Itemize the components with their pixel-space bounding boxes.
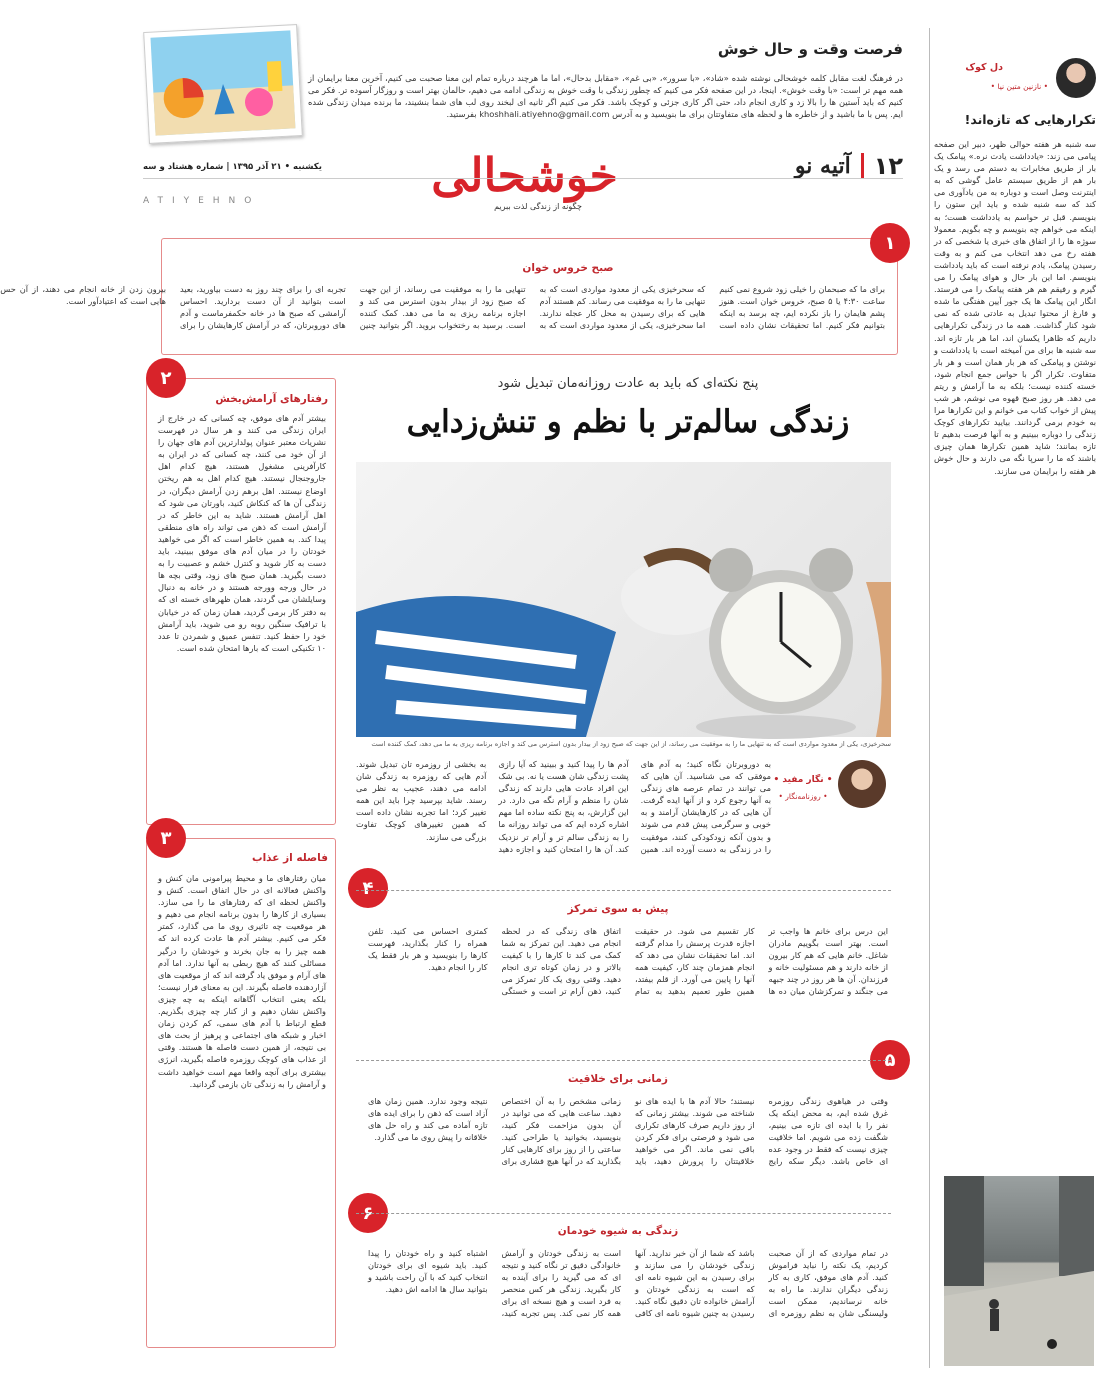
section-2-body: بیشتر آدم های موفق، چه کسانی که در خارج از ایران زندگی می کنند و هر سال در فهرست نشریات معتبر عنوان پولدارترین آدم های جهان را از آن خود می کنند، چه کسانی که در ایران به کارآفرینی مشغول هستند، هیچ کدام اهل جاروجنجال نیستند. هیچ کدام اهل به هم ریختن اوضاع نیستند. اهل برهم زدن آرامش دیگران، در زندگی آن ها که کنکاش کنید، باورتان می شود که اهل آرامش هستند. شاید به این خاطر که در آرامش است که ذهن می تواند راه های منطقی پیدا کند. به همین خاطر است که اگر می خواهید خودتان را در میان آدم های موفق ببینید، باید دست به کار شوید و کنترل خشم و عصبیت را به دست بگیرید. همان صبح های زود، وقتی بچه ها در حال ورجه وورجه هستند و در خانه به دنبال وسایلشان می گردند، همان ظهرهای خسته ای که به دفتر کار برمی گردید، همان زمان که در خیابان با ترافیک سنگین روبه رو می شوید، باید آرامش خود را حفظ کنید. تنفس عمیق و شمردن تا عدد ۱۰ تکنیکی است که بارها امتحان شده است. (158, 413, 326, 653)
column-label: دل کوک (965, 62, 1003, 73)
lead-body-continued (778, 812, 891, 872)
section-1-body: برای ما که صبحمان را خیلی زود شروع نمی کنیم ساعت ۴:۳۰ یا ۵ صبح، خروس خوان است. هنوز پشم هایمان را باز نکرده ایم، چه برسد به اینکه بتوانیم فکر کنیم. اما تحقیقات نشان داده است که سحرخیزی یکی از معدود مواردی است که به تنهایی ما را به موفقیت می رساند. کم هستند آدم هایی که برای رسیدن به محل کار عجله ندارند. اما سحرخیزی، یکی از معدود مواردی است که به تنهایی ما را به موفقیت می رساند، از این جهت که صبح زود از بیدار بدون استرس می کند و اجازه برنامه ریزی به ما می دهد. کمک کننده است. برسید به رختخواب بروید. اگر بتوانید چنین تجربه ای را برای چند روز به دست بیاورید، بعید است بتوانید از آن دست بردارید. احساس آرامشی که صبح ها در خانه حکمفرماست و آدم های دوروبرتان، که در آرامش کارهایشان را برای بیرون زدن از خانه انجام می دهند، از آن حس هایی است که اعتیادآور است. (0, 284, 885, 331)
beach-toys-icon (150, 30, 295, 135)
column-author-photo (1056, 58, 1096, 98)
section-6-number: ۶ (348, 1193, 388, 1233)
masthead-rule (143, 178, 903, 179)
section-5-number: ۵ (870, 1040, 910, 1080)
section-4-body: این درس برای خانم ها واجب تر است. بهتر است بگوییم مادران شاغل. خانم هایی که هم کار بیرون از خانه دارند و هم مسئولیت خانه و فرزندان. آن ها هر روز در چند جبهه می جنگند و تمرکزشان میان ده ها کار تقسیم می شود. در حقیقت اجازه قدرت پرسش را مدام گرفته اند. اما تحقیقات نشان می دهد که انجام همزمان چند کار، کیفیت همه آنها را پایین می آورد. از قلم بیفتد، همین طور تعمیم بدهید به تمام اتفاق های زندگی که در لحظه انجام می دهید. این تمرکز به شما کمک می کند تا کارها را با کیفیت بالاتر و در زمان کوتاه تری انجام دهید. وقتی روی یک کار تمرکز می کنید، ذهن آرام تر است و خستگی کمتری احساس می کنید. تلفن همراه را کنار بگذارید، فهرست کارها را بنویسید و هر بار فقط یک کار را انجام دهید. (368, 926, 888, 997)
intro-body: در فرهنگ لغت مقابل کلمه خوشحالی نوشته شده «شاد»، «با سرور»، «بی غم»، «مقابل بدحال»، اما ما هرچند درباره تمام این معنا صحبت می کنیم، آخرین معنا برایمان از همه مهم تر است: «با وقت خوش». اینجا، در این صفحه فکر می کنیم که چطور زندگی با وقت خوش به زندگی ادامه می دهیم، حالمان بهتر است و روزگار آسوده تر. فکر می کنیم که باید آستین ها را بالا زد و کاری انجام داد، حتی اگر کاری جزئی و کوچک باشد. فکر می کنیم اگر ثانیه ای لبخند روی لب های شما بنشیند، ما برنده میدان زندگی شده ایم. پس با ما باشید و از خاطره ها و لحظه های متفاوتتان برای ما بنویسید و به آدرس khoshhali.atiyehno@gmail.com بفرستید. (308, 73, 903, 120)
section-5-top-rule (356, 1060, 891, 1061)
child-playing-ball-icon (944, 1176, 1094, 1366)
section-4-top-rule (356, 890, 891, 891)
section-5-title: زمانی برای خلاقیت (568, 1073, 668, 1085)
photo-caption: سحرخیزی، یکی از معدود مواردی است که به تنهایی ما را به موفقیت می رساند، از این جهت که صبح زود از بیدار بدون استرس می کند و اجازه برنامه ریزی به ما می دهد، کمک کننده است (371, 740, 891, 748)
masthead-logo (431, 148, 618, 211)
sleeping-man-alarm-icon (356, 462, 891, 737)
section-6-body: در تمام مواردی که از آن صحبت کردیم، یک نکته را نباید فراموش کنید. آدم های موفق، کاری به کار زندگی دیگران ندارند. ما راه به خانه نرساندیم، ممکن است ولیسنگی شان به نظم روزمره ای باشد که شما از آن خبر ندارید. آنها زندگی خودشان را می سازند و برای رسیدن به این شیوه نامه ای که است به زندگی خودتان و آرامش خانواده تان دقیق نگاه کنید. رسیدن به چنین شیوه نامه ای کافی است به زندگی خودتان و آرامش خانوادگی دقیق تر نگاه کنید و نتیجه ای که می گیرید را برای آینده به کار بگیرید. زندگی هر کس منحصر به فرد است و هیچ نسخه ای برای همه کار نمی کند. پس تجربه کنید، اشتباه کنید و راه خودتان را پیدا کنید. باید شیوه ای برای خودتان انتخاب کنید که با آن راحت باشید و بتوانید سال ها ادامه اش دهید. (368, 1248, 888, 1319)
page-divider (861, 153, 864, 179)
logo-text: خوشحالی (431, 148, 618, 202)
section-2-number: ۲ (146, 358, 186, 398)
section-6-top-rule (356, 1213, 891, 1214)
section-3-title: فاصله از عذاب (252, 852, 328, 864)
headline-title: زندگی سالم‌تر با نظم و تنش‌زدایی (406, 404, 850, 440)
section-4-number: ۴ (348, 868, 388, 908)
lead-body: به دوروبرتان نگاه کنید؛ به آدم های موفقی که می شناسید. آن هایی که می توانند در تمام عرصه های زندگی به آنها رجوع کرد و از آنها ایده گرفت. آن هایی که در کارهایشان آرامند و به خوبی و سرگرمی پیش قدم می شوند و بدون آنکه زودکودکی کنند، موفقیت را در زندگی به دست آورده اند. همین آدم ها را پیدا کنید و ببینید که آیا رازی پشت زندگی شان هست یا نه. بی شک این افراد عادت هایی دارند که زندگی شان را منظم و آرام نگه می دارد. در این گزارش، به پنج نکته ساده اما مهم اشاره کرده ایم که می تواند روزانه ما را به زندگی سالم تر و آرام تر نزدیک کند. آن ها را امتحان کنید و اجازه دهید به بخشی از روزمره تان تبدیل شوند. آدم هایی که روزمره به زندگی شان ادامه می دهند، عجیب به نظر می رسند. شاید بپرسید چرا باید این همه تغییر کرد؛ اما تجربه نشان داده است که همین تغییرهای کوچک تفاوت بزرگی می سازند. (356, 759, 771, 854)
date-line: یکشنبه • ۲۱ آذر ۱۳۹۵ | شماره هشتاد و سه (143, 162, 322, 172)
intro-title: فرصت وقت و حال خوش (717, 40, 903, 58)
section-3-number: ۳ (146, 818, 186, 858)
author-photo (838, 760, 886, 808)
column-title: تکرارهایی که تازه‌اند! (964, 112, 1096, 127)
section-2-title: رفتارهای آرامش‌بخش (215, 393, 328, 405)
section-1-number: ۱ (870, 223, 910, 263)
author-role: • روزنامه‌نگار • (778, 792, 828, 801)
logo-tagline: چگونه از زندگی لذت ببریم (494, 202, 582, 211)
column-author: • نازنین متین نیا • (990, 82, 1048, 91)
section-header (795, 152, 903, 180)
section-4-title: پیش به سوی تمرکز (567, 903, 669, 915)
headline-kicker: پنج نکته‌ای که باید به عادت روزانه‌مان تبدیل شود (497, 376, 759, 391)
column-photo (944, 1176, 1094, 1366)
author-name: • نگار مفید • (773, 775, 833, 785)
vertical-brand: ATIYEHNO (143, 196, 261, 206)
section-1-title: صبح خروس خوان (522, 262, 614, 274)
section-3-body: میان رفتارهای ما و محیط پیرامونی مان کنش و واکنش فعالانه ای در حال اتفاق است. کنش و واکنش لحظه ای که رفتارهای ما را می سازد. بسیاری از کارها را بدون برنامه انجام می دهیم و هر موقعیت چه تاثیری روی ما می گذارد، کمتر فکر می کنیم. بیشتر آدم ها عادت کرده اند که همه چیز را به جان بخرند و خودشان را درگیر مسائلی کنند که هیچ ربطی به آنها ندارد. اما آدم های آرام و موفق یاد گرفته اند که از موقعیت های آزاردهنده فاصله بگیرند. این به معنای فرار نیست؛ بلکه یعنی انتخاب آگاهانه اینکه به چه چیزی واکنش نشان دهیم و از کنار چه چیزی بگذریم. قطع ارتباط با آدم های سمی، کم کردن زمان اخبار و شبکه های اجتماعی و پرهیز از بحث های بی نتیجه، از همین دست فاصله ها هستند. وقتی از عذاب های کوچک روزمره فاصله بگیرید، انرژی بیشتری برای آنچه واقعا مهم است خواهید داشت و آرامش را به زندگی تان بازمی گردانید. (158, 873, 326, 1089)
section-6-title: زندگی به شیوه خودمان (557, 1225, 679, 1237)
section-name: آتیه نو (794, 153, 851, 179)
page-number: ۱۲ (873, 152, 903, 180)
column-body: سه شنبه هر هفته حوالی ظهر، دبیر این صفحه پیامی می زند: «یادداشت یادت نره.» پیامک یک بار از طریق مخابرات به دستم می رسد و یک بار هم از طریق سیستم عامل گوشی که به اینترنت وصل است و دوباره به من یادآوری می کند که سه شنبه شده و باید این ستون را بنویسم. قبل تر حواسم به یادداشت هست؛ به اینکه می خواهم چه بنویسم و چه بگویم. معمولا سوژه ها را از اتفاق های خبری یا شخصی که در هفته رخ می دهد انتخاب می کنم و به وقت رسیدن پیامک، یادم نرفته است که باید یادداشت بنویسم. اما این بار حال و هوای پیامک را می گیرم و رفیقم هم هر هفته پیامک را می فرستد. انگار این پیامک ها یک جور آیین هفتگی ما شده و فارغ از محتوا تبدیل به عادتی شده که نمی شود کنار گذاشت. همه ما در زندگی تکرارهایی داریم که ظاهرا یکسان اند، اما هر بار تازه اند. سه شنبه ها برای من آمیخته است با یادداشت و نوشتن و پیامکی که هر بار همان است و هر بار متفاوت. تکرار اگر با حواس جمع انجام شود، خسته کننده نیست؛ بلکه به ما آرامش و ریتم می دهد. هر روز صبح قهوه می نوشم، هر شب پیش از خواب کتاب می خوانم و این تکرارها مرا به خودم برمی گردانند. بیایید تکرارهای کوچک زندگی را دوباره ببینیم و به آنها فرصت بدهیم تا تازه بمانند؛ شاید همین تکرارها همان چیزی باشند که ما را سرپا نگه می دارند و حال خوش هر هفته را برایمان می سازند. (934, 139, 1096, 476)
beach-photo (143, 24, 303, 144)
section-5-body: وقتی در هیاهوی زندگی روزمره غرق شده ایم، به محض اینکه یک نفر را با ایده ای تازه می بینیم، شگفت زده می شویم. اما خلاقیت چیزی نیست که فقط در وجود عده ای خاص باشد. دیگر سکه رایج نیستند؛ حالا آدم ها با ایده های نو شناخته می شوند. بیشتر زمانی که از روز داریم صرف کارهای تکراری می شود و فرصتی برای فکر کردن باقی نمی ماند. اگر می خواهید خلاقیتتان را پرورش دهید، باید زمانی مشخص را به آن اختصاص دهید. ساعت هایی که می توانید در آن بدون مزاحمت فکر کنید، بنویسید، بخوانید یا طراحی کنید. ساعتی را از روز برای کارهایی کنار بگذارید که در آنها هیچ فشاری برای نتیجه وجود ندارد. همین زمان های آزاد است که ذهن را برای ایده های تازه آماده می کند و راه حل های خلاقانه را پیش روی ما می گذارد. (368, 1096, 888, 1167)
alarm-clock-photo (356, 462, 891, 737)
